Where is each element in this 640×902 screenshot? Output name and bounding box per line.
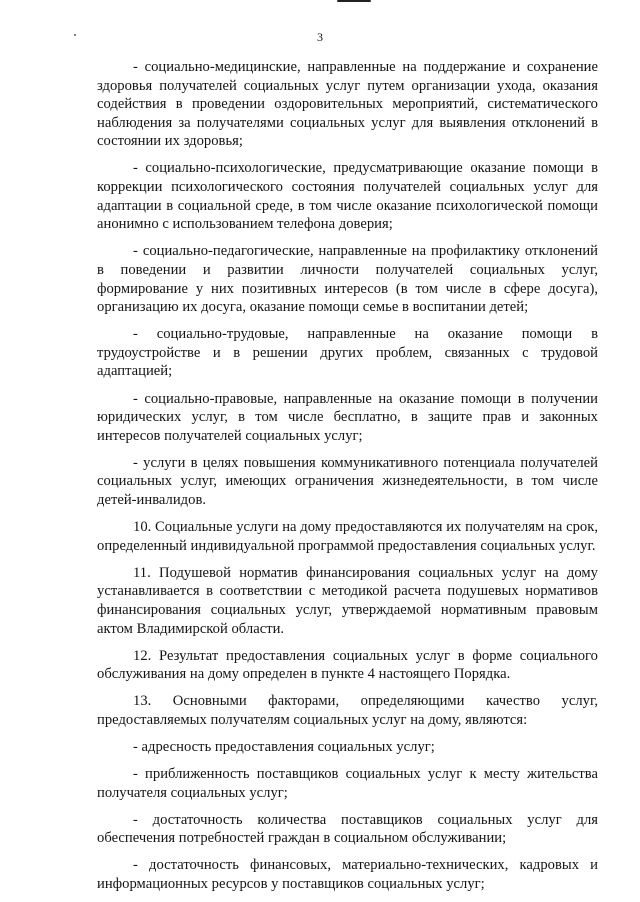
paragraph-social-labor: - социально-трудовые, направленные на оказание помощи в трудоустройстве и в решении других проблем, связанных с трудовой адаптацией; — [97, 326, 598, 380]
paragraph-item-13: 13. Основными факторами, определяющими качество услуг, предоставляемых получателям социальных услуг на дому, являются: — [97, 693, 598, 728]
paragraph-factor-provider-count: - достаточность количества поставщиков социальных услуг для обеспечения потребностей граждан в социальном обслуживании; — [97, 811, 598, 847]
paragraph-item-11: 11. Подушевой норматив финансирования социальных услуг на дому устанавливается в соответствии с методикой расчета подушевых нормативов финансирования социальных услуг, утверждаемой нормативным правовым актом Владимирской области. — [97, 564, 598, 637]
paragraph-social-psychological: - социально-психологические, предусматривающие оказание помощи в коррекции психологического состояния получателей социальных услуг для адаптации в социальной среде, в том числе оказание психологической помощи анонимно с использованием телефона доверия; — [97, 160, 598, 233]
paragraph-factor-targeting: - адресность предоставления социальных услуг; — [133, 739, 435, 755]
paragraph-social-medical: - социально-медицинские, направленные на поддержание и сохранение здоровья получателей социальных услуг путем организации ухода, оказания содействия в проведении оздоровительных мероприятий, систематического наблюдения за получателями социальных услуг для выявления отклонений в состоянии их здоровья; — [97, 59, 598, 150]
page-number: 3 — [317, 30, 323, 44]
paragraph-factor-resources: - достаточность финансовых, материально-технических, кадровых и информационных ресурсов у поставщиков социальных услуг; — [97, 857, 598, 893]
paragraph-item-10: 10. Социальные услуги на дому предоставляются их получателям на срок, определенный индивидуальной программой предоставления социальных услуг. — [97, 519, 598, 554]
scan-artifact-mark — [337, 0, 371, 2]
paragraph-factor-proximity: - приближенность поставщиков социальных услуг к месту жительства получателя социальных услуг; — [97, 766, 598, 801]
paragraph-social-legal: - социально-правовые, направленные на оказание помощи в получении юридических услуг, в том числе бесплатно, в защите прав и законных интересов получателей социальных услуг; — [97, 390, 598, 444]
paragraph-social-pedagogical: - социально-педагогические, направленные на профилактику отклонений в поведении и развитии личности получателей социальных услуг, формирование у них позитивных интересов (в том числе в сфере досуга), организацию их досуга, оказание помощи семье в воспитании детей; — [97, 243, 598, 316]
document-body — [97, 58, 598, 902]
paragraph-item-12: 12. Результат предоставления социальных услуг в форме социального обслуживания на дому определен в пункте 4 настоящего Порядка. — [97, 647, 598, 683]
paragraph-communicative-services: - услуги в целях повышения коммуникативного потенциала получателей социальных услуг, имеющих ограничения жизнедеятельности, в том числе детей-инвалидов. — [97, 454, 598, 508]
